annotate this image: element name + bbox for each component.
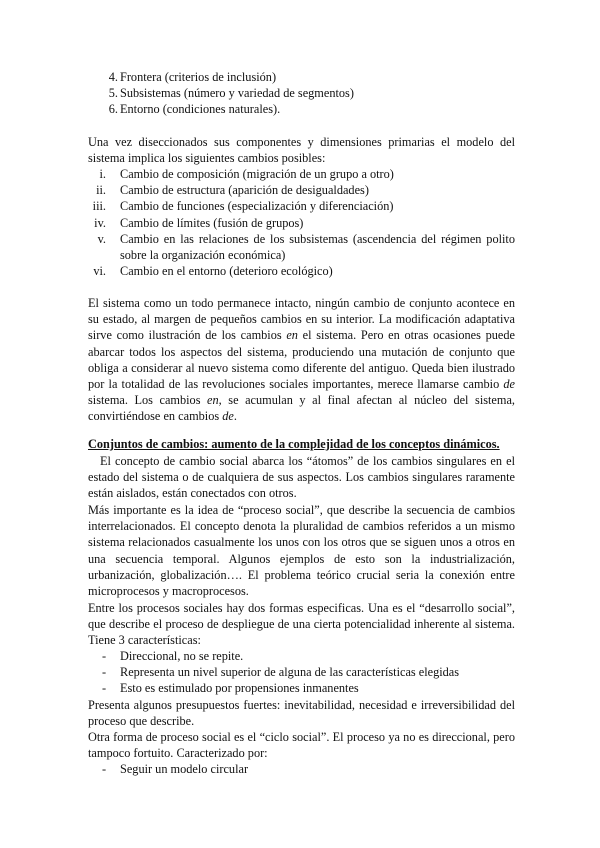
- list-item: [88, 680, 515, 696]
- system-text: El sistema como un todo permanece intacto, ningún cambio de conjunto acontece en su estado, al margen de pequeños cambios en su interior. La modificación adaptativa sirve como ilustración de los cambios en el sistema. Pero en otras ocasiones puede abarcar todos los aspectos del sistema, produciendo una mutación de conjunto que obliga a considerar al nuevo sistema como diferente del antiguo. Queda bien ilustrado por la totalidad de las revoluciones sociales importantes, merece llamarse cambio de sistema. Los cambios en, se acumulan y al final afectan al núcleo del sistema, convirtiéndose en cambios de.: [88, 296, 515, 424]
- system-paragraph: [88, 295, 515, 425]
- list-bullet: -: [102, 649, 107, 663]
- list-number: iii.: [92, 199, 106, 214]
- list-item: [88, 101, 515, 117]
- list-item: [88, 182, 515, 198]
- cycle-text: Otra forma de proceso social es el “ciclo social”. El proceso ya no es direccional, pero tampoco fortuito. Caracterizado por:: [88, 730, 515, 761]
- list-item: [88, 69, 515, 85]
- list-number: 5.: [108, 86, 118, 101]
- list-item: [88, 648, 515, 664]
- list-item: [88, 85, 515, 101]
- list-bullet: -: [102, 762, 107, 776]
- list-number: v.: [97, 231, 106, 246]
- list-text: Cambio de composición (migración de un grupo a otro): [120, 167, 394, 181]
- forms-paragraph: [88, 600, 515, 649]
- list-text: Esto es estimulado por propensiones inmanentes: [120, 681, 359, 696]
- section-heading: Conjuntos de cambios: aumento de la complejidad de los conceptos dinámicos.: [88, 437, 500, 451]
- list-text: Cambio de estructura (aparición de desigualdades): [120, 183, 369, 198]
- assumptions-paragraph: [88, 697, 515, 729]
- forms-text: Entre los procesos sociales hay dos formas especificas. Una es el “desarrollo social”, que describe el proceso de despliegue de una cierta potencialidad inherente al sistema. Tiene 3 características:: [88, 601, 515, 648]
- list-number: ii.: [96, 183, 106, 198]
- numbered-list: [88, 69, 515, 118]
- intro-paragraph: [88, 134, 515, 166]
- list-text: Direccional, no se repite.: [120, 649, 244, 663]
- cycle-paragraph: [88, 729, 515, 761]
- concept-text: El concepto de cambio social abarca los “átomos” de los cambios singulares en el estado del sistema o de cualquiera de sus aspectos. Los cambios singulares raramente están aislados, están conectados con otros.: [88, 454, 515, 501]
- list-text: Entorno (condiciones naturales).: [120, 102, 281, 117]
- list-text: Cambio en las relaciones de los subsistemas (ascendencia del régimen polito sobre la organización económica): [120, 231, 515, 262]
- list-bullet: -: [102, 665, 107, 680]
- characteristics-list: [88, 648, 515, 697]
- list-text: Frontera (criterios de inclusión): [120, 70, 277, 84]
- list-number: 6.: [108, 102, 118, 117]
- process-paragraph: [88, 502, 515, 599]
- section-heading-block: [88, 436, 515, 452]
- list-bullet: -: [102, 681, 107, 696]
- process-text: Más importante es la idea de “proceso social”, que describe la secuencia de cambios interrelacionados. El concepto denota la pluralidad de cambios referidos a un mismo sistema relacionados casualmente los unos con los otros que se siguen unos a otros en una secuencia temporal. Algunos ejemplos de esto son la industrialización, urbanización, globalización…. El problema teórico crucial seria la conexión entre microprocesos y macroprocesos.: [88, 503, 515, 599]
- list-item: [88, 166, 515, 182]
- list-text: Cambio de funciones (especialización y diferenciación): [120, 199, 394, 214]
- roman-list: [88, 166, 515, 279]
- list-text: Cambio de límites (fusión de grupos): [120, 215, 304, 230]
- cycle-list: [88, 761, 515, 777]
- list-item: [88, 263, 515, 279]
- list-text: Representa un nivel superior de alguna de las características elegidas: [120, 665, 460, 680]
- concept-paragraph: [88, 453, 515, 502]
- list-number: i.: [99, 167, 106, 181]
- assumptions-text: Presenta algunos presupuestos fuertes: inevitabilidad, necesidad e irreversibilidad del proceso que describe.: [88, 698, 515, 729]
- list-text: Subsistemas (número y variedad de segmentos): [120, 86, 354, 101]
- list-item: [88, 761, 515, 777]
- list-text: Seguir un modelo circular: [120, 762, 249, 776]
- list-item: [88, 198, 515, 214]
- list-number: iv.: [94, 215, 106, 230]
- list-item: [88, 215, 515, 231]
- list-number: vi.: [93, 264, 106, 279]
- intro-text: Una vez diseccionados sus componentes y dimensiones primarias el modelo del sistema implica los siguientes cambios posibles:: [88, 135, 515, 166]
- list-item: [88, 231, 515, 263]
- list-number: 4.: [108, 70, 118, 84]
- list-item: [88, 664, 515, 680]
- list-text: Cambio en el entorno (deterioro ecológico): [120, 264, 333, 279]
